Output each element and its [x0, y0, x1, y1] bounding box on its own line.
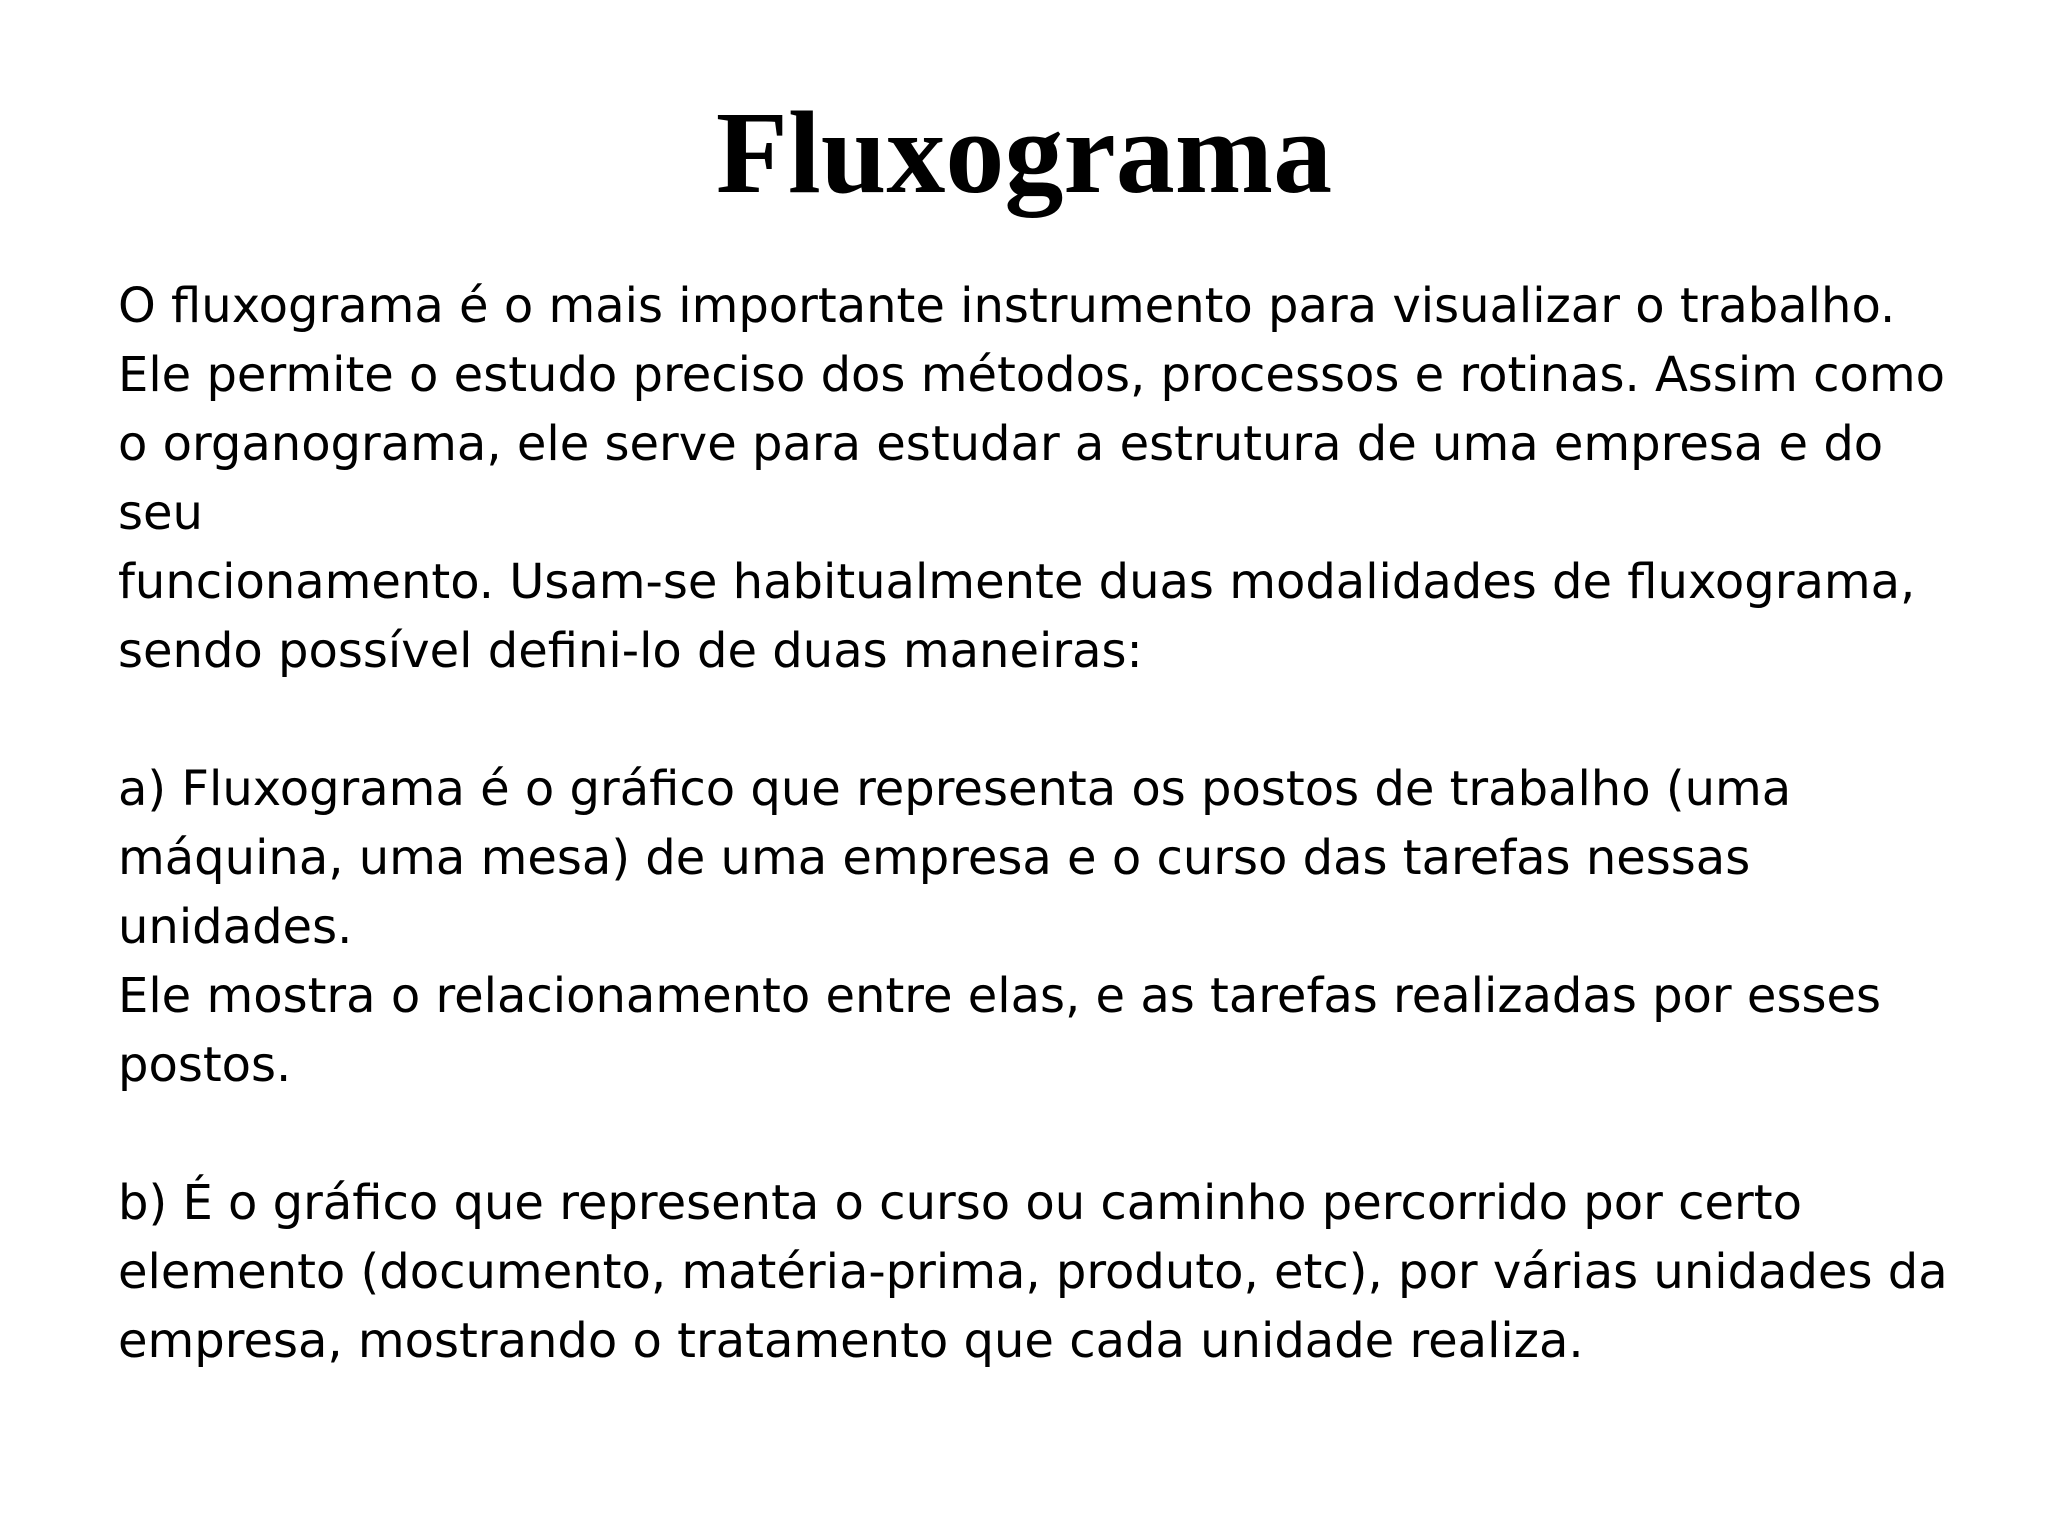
- paragraph-spacer: [118, 1100, 1978, 1169]
- slide-title: Fluxograma: [715, 87, 1333, 218]
- paragraph-definition-a: a) Fluxograma é o gráfico que representa os postos de trabalho (uma máquina, uma mesa) de uma empresa e o curso das tarefas nessas unidades. Ele mostra o relacionamento entre elas, e as tarefas realizadas por esses postos.: [118, 761, 1881, 1093]
- paragraph-spacer: [118, 686, 1978, 755]
- paragraph-definition-b: b) É o gráfico que representa o curso ou caminho percorrido por certo elemento (documento, matéria-prima, produto, etc), por várias unidades da empresa, mostrando o tratamento que cada unidade realiza.: [118, 1175, 1948, 1369]
- slide-body: [118, 272, 1978, 1376]
- paragraph-intro: O fluxograma é o mais importante instrumento para visualizar o trabalho. Ele permite o estudo preciso dos métodos, processos e rotinas. Assim como o organograma, ele serve para estudar a estrutura de uma empresa e do seu funcionamento. Usam-se habitualmente duas modalidades de fluxograma, sendo possível defini-lo de duas maneiras:: [118, 278, 1946, 679]
